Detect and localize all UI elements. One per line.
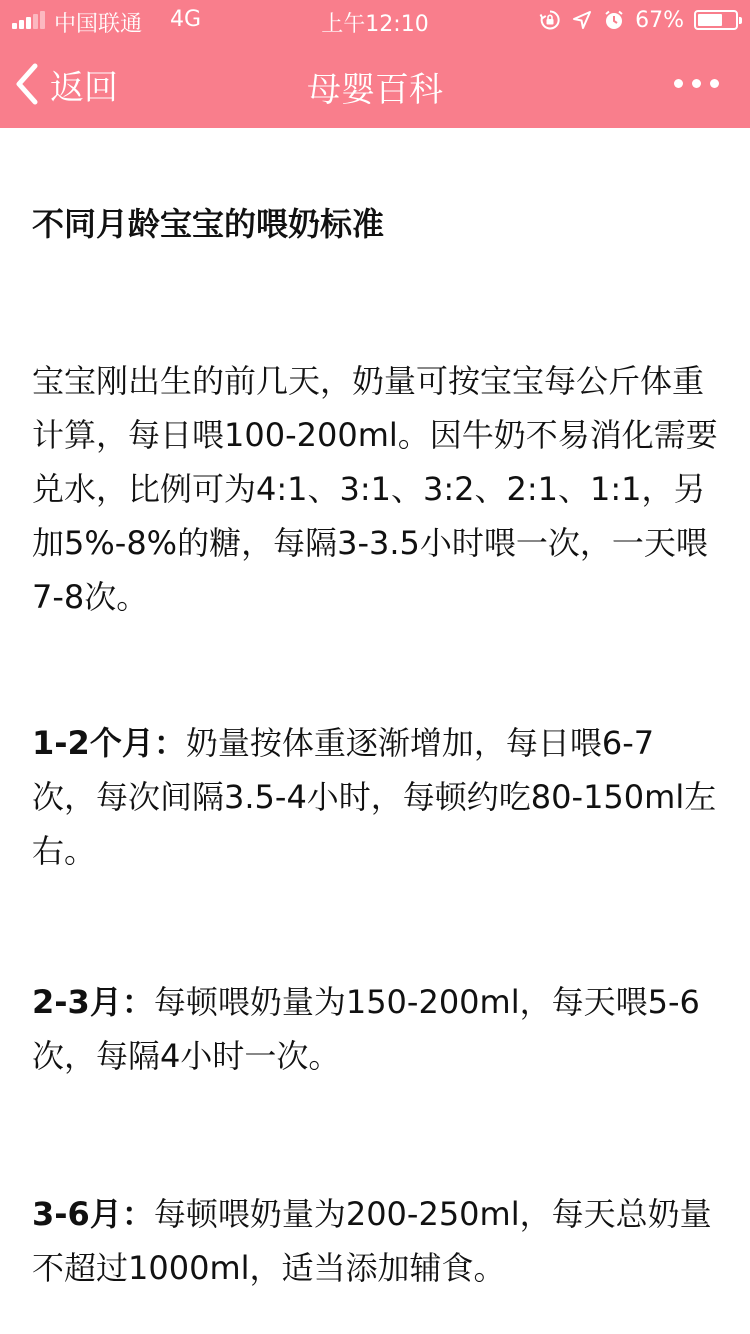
alarm-icon [603, 9, 625, 31]
paragraph-label: 2-3月： [32, 983, 154, 1021]
paragraph-label: 1-2个月： [32, 724, 186, 762]
page-title: 母婴百科 [307, 70, 443, 110]
status-right-group [539, 6, 738, 34]
back-label: 返回 [50, 67, 118, 108]
paragraph-text: 每顿喂奶量为150-200ml，每天喂5-6次，每隔4小时一次。 [32, 983, 700, 1075]
article-title: 不同月龄宝宝的喂奶标准 [32, 205, 385, 243]
battery-level [698, 14, 722, 26]
header [0, 0, 750, 128]
paragraph-text: 奶量按体重逐渐增加，每日喂6-7次，每次间隔3.5-4小时，每顿约吃80-150ml左右。 [32, 724, 717, 870]
nav-bar [0, 40, 750, 128]
status-time: 上午12:10 [321, 12, 429, 37]
network-type: 4G [170, 7, 202, 32]
battery-percent: 67% [635, 7, 684, 33]
paragraph-text: 宝宝刚出生的前几天，奶量可按宝宝每公斤体重计算，每日喂100-200ml。因牛奶不易消化需要兑水，比例可为4:1、3:1、3:2、2:1、1:1，另加5%-8%的糖，每隔3-3.5小时喂一次，一天喂7-8次。 [32, 362, 718, 616]
location-icon [571, 9, 593, 31]
article-paragraph [32, 716, 718, 878]
article-paragraph [32, 1187, 718, 1295]
battery-icon [694, 10, 738, 30]
chevron-left-icon [14, 62, 40, 106]
lock-rotation-icon [539, 9, 561, 31]
article-paragraph [32, 354, 718, 624]
back-button[interactable] [14, 60, 118, 108]
carrier-name: 中国联通 [54, 12, 143, 37]
more-icon[interactable] [674, 70, 720, 98]
paragraph-text: 每顿喂奶量为200-250ml，每天总奶量不超过1000ml，适当添加辅食。 [32, 1195, 712, 1287]
paragraph-label: 3-6月： [32, 1195, 154, 1233]
status-bar [0, 0, 750, 40]
article-paragraph [32, 975, 718, 1083]
